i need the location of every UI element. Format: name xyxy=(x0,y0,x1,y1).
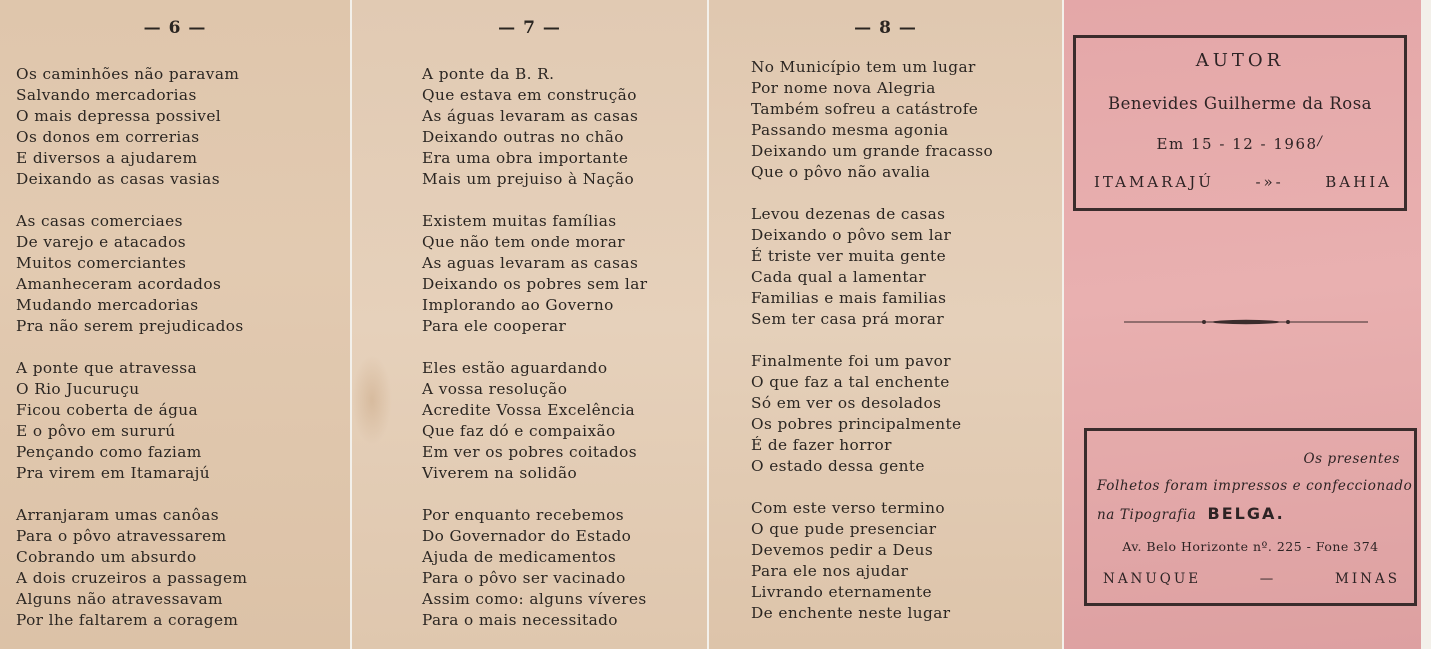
poem-line: Por enquanto recebemos xyxy=(422,506,624,524)
poem-line: Deixando o pôvo sem lar xyxy=(751,226,952,244)
poem-line: Cada qual a lamentar xyxy=(751,268,927,286)
poem-line: Ajuda de medicamentos xyxy=(422,548,617,566)
poem-line: A ponte que atravessa xyxy=(16,359,197,377)
printer-state: MINAS xyxy=(1335,571,1400,587)
poem-line: Deixando um grande fracasso xyxy=(751,142,994,160)
poem-line: Para o mais necessitado xyxy=(422,611,618,629)
printer-line-2: Folhetos foram impressos e confeccionado xyxy=(1097,478,1413,494)
poem-line: Pençando como faziam xyxy=(16,443,202,461)
poem-line: Por lhe faltarem a coragem xyxy=(16,611,239,629)
poem-line: E o pôvo em sururú xyxy=(16,422,176,440)
poem-line: Arranjaram umas canôas xyxy=(16,506,220,524)
poem-line: Para ele cooperar xyxy=(422,317,567,335)
printer-name: BELGA. xyxy=(1207,504,1285,523)
stanza xyxy=(422,211,647,337)
poem-line: Devemos pedir a Deus xyxy=(751,541,934,559)
poem-line: Mudando mercadorias xyxy=(16,296,199,314)
poem-line: Acredite Vossa Excelência xyxy=(422,401,636,419)
poem-line: Deixando outras no chão xyxy=(422,128,624,146)
poem-line: Pra virem em Itamarajú xyxy=(16,464,211,482)
poem-line: Viverem na solidão xyxy=(422,464,578,482)
stanza xyxy=(751,498,993,624)
stanza xyxy=(751,57,993,183)
poem-line: Que não tem onde morar xyxy=(422,233,625,251)
booklet-page-7 xyxy=(352,0,707,649)
poem-line: As casas comerciaes xyxy=(16,212,183,230)
stanza xyxy=(422,358,647,484)
poem-line: Mais um prejuiso à Nação xyxy=(422,170,635,188)
poem-line: De enchente neste lugar xyxy=(751,604,951,622)
page-number: — 6 — xyxy=(143,18,207,38)
printer-line-1: Os presentes xyxy=(1303,451,1400,467)
poem-line: Eles estão aguardando xyxy=(422,359,608,377)
printer-location xyxy=(1103,571,1400,587)
check-mark-icon: / xyxy=(1317,134,1324,149)
stanza xyxy=(16,358,247,484)
stanza xyxy=(16,64,247,190)
city: ITAMARAJÚ xyxy=(1094,173,1214,191)
poem-line: A ponte da B. R. xyxy=(422,65,555,83)
poem-line: A dois cruzeiros a passagem xyxy=(16,569,248,587)
stanza xyxy=(751,351,993,477)
stanza xyxy=(16,505,247,631)
poem-line: Familias e mais familias xyxy=(751,289,947,307)
poem-line: Ficou coberta de água xyxy=(16,401,199,419)
back-cover xyxy=(1064,0,1421,649)
stanza xyxy=(16,211,247,337)
place-row xyxy=(1094,173,1392,191)
poem-line: Para ele nos ajudar xyxy=(751,562,909,580)
page-number: — 7 — xyxy=(498,18,561,38)
printer-address: Av. Belo Horizonte nº. 225 - Fone 374 xyxy=(1122,539,1379,554)
poem-line: Amanheceram acordados xyxy=(16,275,222,293)
poem-line: A vossa resolução xyxy=(422,380,568,398)
booklet-page-8 xyxy=(709,0,1062,649)
stanza xyxy=(422,505,647,631)
printer-box xyxy=(1084,428,1417,606)
poem-line: O Rio Jucuruçu xyxy=(16,380,140,398)
poem-line: Para o pôvo atravessarem xyxy=(16,527,227,545)
date-text: Em 15 - 12 - 1968 xyxy=(1156,135,1318,153)
poem-line: Que estava em construção xyxy=(422,86,637,104)
poem-line: Os pobres principalmente xyxy=(751,415,962,433)
paper-stain xyxy=(352,355,392,445)
poem-line: Levou dezenas de casas xyxy=(751,205,946,223)
poem-line: Implorando ao Governo xyxy=(422,296,614,314)
poem-line: Cobrando um absurdo xyxy=(16,548,197,566)
poem-line: Só em ver os desolados xyxy=(751,394,942,412)
poem-line: Do Governador do Estado xyxy=(422,527,632,545)
poem-line: As aguas levaram as casas xyxy=(422,254,639,272)
poem-text xyxy=(422,64,647,649)
printer-dash: — xyxy=(1259,571,1277,587)
poem-line: Também sofreu a catástrofe xyxy=(751,100,979,118)
printer-prefix: na Tipografia xyxy=(1097,507,1197,523)
poem-line: As águas levaram as casas xyxy=(422,107,639,125)
poem-line: No Município tem um lugar xyxy=(751,58,976,76)
poem-line: Por nome nova Alegria xyxy=(751,79,936,97)
poem-line: Que o pôvo não avalia xyxy=(751,163,931,181)
poem-line: Sem ter casa prá morar xyxy=(751,310,945,328)
author-box xyxy=(1073,35,1407,211)
page-number: — 8 — xyxy=(854,18,917,38)
stanza xyxy=(422,64,647,190)
poem-line: Livrando eternamente xyxy=(751,583,932,601)
poem-line: É triste ver muita gente xyxy=(751,247,947,265)
separator: -»- xyxy=(1255,173,1284,191)
stanza xyxy=(751,204,993,330)
publication-date xyxy=(1076,135,1404,153)
printer-line-3 xyxy=(1097,504,1285,523)
poem-line: Deixando as casas vasias xyxy=(16,170,220,188)
poem-line: Para o pôvo ser vacinado xyxy=(422,569,626,587)
poem-line: Deixando os pobres sem lar xyxy=(422,275,648,293)
poem-line: Alguns não atravessavam xyxy=(16,590,223,608)
booklet-page-6 xyxy=(0,0,350,649)
poem-line: Pra não serem prejudicados xyxy=(16,317,244,335)
poem-line: O estado dessa gente xyxy=(751,457,925,475)
poem-line: De varejo e atacados xyxy=(16,233,186,251)
poem-text xyxy=(751,57,993,645)
poem-line: Salvando mercadorias xyxy=(16,86,197,104)
poem-line: Finalmente foi um pavor xyxy=(751,352,951,370)
poem-line: O que pude presenciar xyxy=(751,520,937,538)
poem-line: Era uma obra importante xyxy=(422,149,629,167)
poem-line: Assim como: alguns víveres xyxy=(422,590,647,608)
poem-line: Passando mesma agonia xyxy=(751,121,949,139)
poem-line: Os donos em correrias xyxy=(16,128,200,146)
printer-city: NANUQUE xyxy=(1103,571,1202,587)
poem-line: O que faz a tal enchente xyxy=(751,373,950,391)
ornament-divider-icon xyxy=(1124,318,1368,326)
poem-line: Em ver os pobres coitados xyxy=(422,443,637,461)
poem-line: É de fazer horror xyxy=(751,436,892,454)
poem-line: Com este verso termino xyxy=(751,499,945,517)
poem-line: Existem muitas famílias xyxy=(422,212,617,230)
poem-line: Que faz dó e compaixão xyxy=(422,422,616,440)
author-name: Benevides Guilherme da Rosa xyxy=(1107,94,1373,113)
author-heading: AUTOR xyxy=(1195,50,1285,71)
state: BAHIA xyxy=(1325,173,1392,191)
poem-line: E diversos a ajudarem xyxy=(16,149,198,167)
poem-text xyxy=(16,64,247,649)
poem-line: O mais depressa possivel xyxy=(16,107,222,125)
poem-line: Os caminhões não paravam xyxy=(16,65,240,83)
poem-line: Muitos comerciantes xyxy=(16,254,187,272)
